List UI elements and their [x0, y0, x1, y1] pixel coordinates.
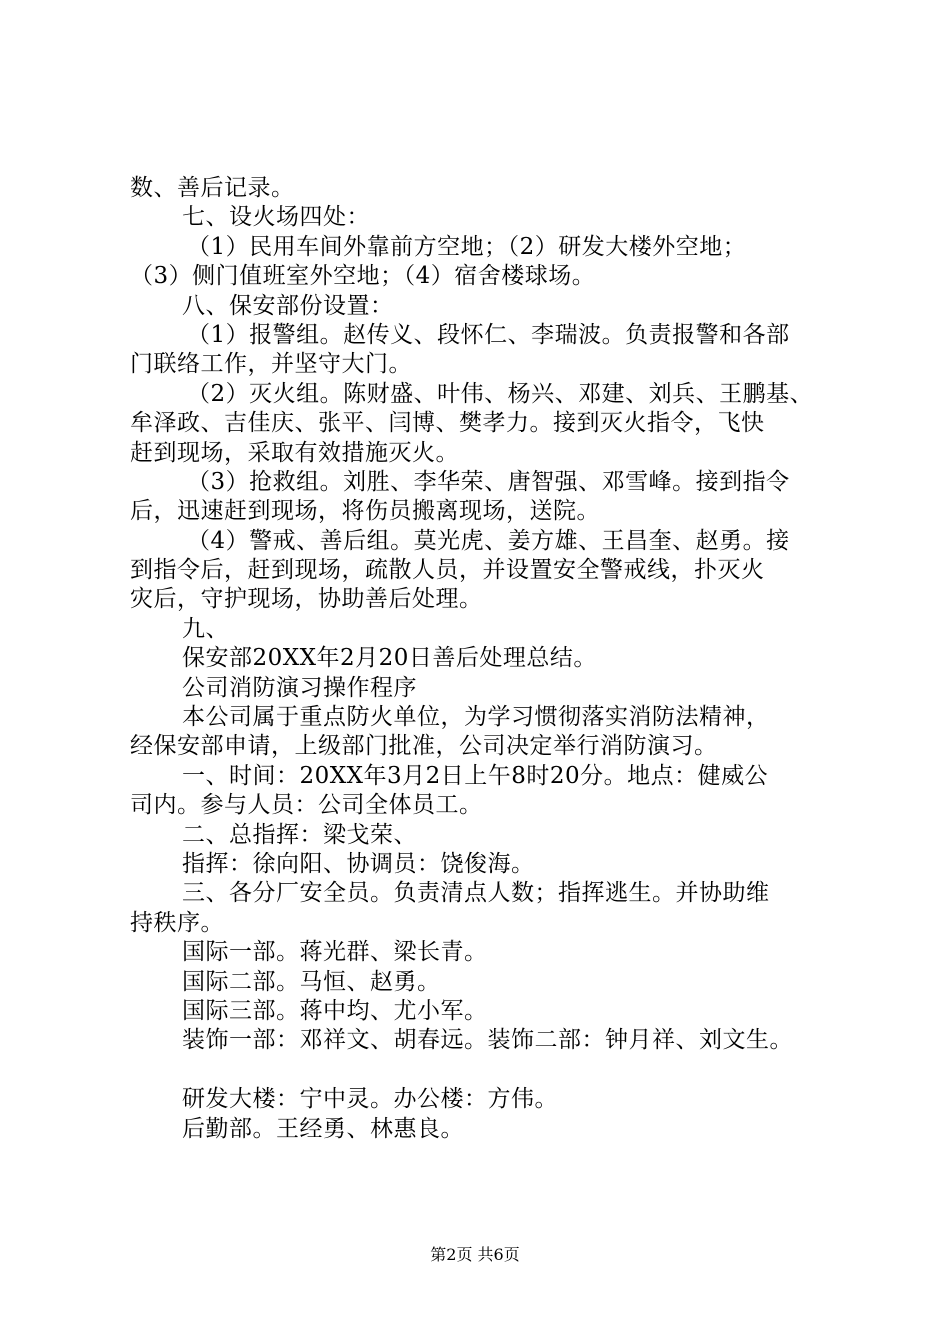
- text-line: 牟泽政、吉佳庆、张平、闫博、樊孝力。接到灭火指令，飞快: [130, 410, 765, 437]
- text-line: 公司消防演习操作程序: [182, 674, 417, 701]
- text-line: 经保安部申请，上级部门批准，公司决定举行消防演习。: [130, 733, 718, 760]
- text-line: 到指令后，赶到现场，疏散人员，并设置安全警戒线，扑灭火: [130, 557, 765, 584]
- text-line: （2）灭火组。陈财盛、叶伟、杨兴、邓建、刘兵、王鹏基、: [187, 380, 814, 407]
- text-line: 保安部20XX年2月20日善后处理总结。: [182, 645, 597, 672]
- text-line: 二、总指挥：梁戈荣、: [182, 821, 417, 848]
- blank-line: [130, 1056, 860, 1085]
- text-line: 后，迅速赶到现场，将伤员搬离现场，送院。: [130, 498, 600, 525]
- text-line: 指挥：徐向阳、协调员：饶俊海。: [182, 850, 535, 877]
- text-line: 七、设火场四处：: [182, 204, 370, 231]
- text-line: 门联络工作，并坚守大门。: [130, 351, 412, 378]
- text-line: 一、时间：20XX年3月2日上午8时20分。地点：健威公: [182, 762, 769, 789]
- text-line: 赶到现场，采取有效措施灭火。: [130, 439, 459, 466]
- text-line: 本公司属于重点防火单位，为学习惯彻落实消防法精神，: [182, 704, 770, 731]
- text-line: 国际二部。马恒、赵勇。: [182, 968, 441, 995]
- text-line: （4）警戒、善后组。莫光虎、姜方雄、王昌奎、赵勇。接: [187, 527, 790, 554]
- document-body: [130, 174, 860, 1144]
- text-line: （3）侧门值班室外空地；（4）宿舍楼球场。: [130, 263, 596, 290]
- text-line: 三、各分厂安全员。负责清点人数；指挥逃生。并协助维: [182, 880, 770, 907]
- text-line: 国际三部。蒋中均、尤小军。: [182, 997, 488, 1024]
- text-line: 九、: [182, 615, 229, 642]
- text-line: 后勤部。王经勇、林惠良。: [182, 1115, 464, 1142]
- text-line: （3）抢救组。刘胜、李华荣、唐智强、邓雪峰。接到指令: [187, 468, 790, 495]
- text-line: （1）报警组。赵传义、段怀仁、李瑞波。负责报警和各部: [187, 321, 790, 348]
- text-line: 持秩序。: [130, 909, 224, 936]
- text-line: 国际一部。蒋光群、梁长青。: [182, 939, 488, 966]
- text-line: 司内。参与人员：公司全体员工。: [130, 792, 483, 819]
- text-line: 研发大楼：宁中灵。办公楼：方伟。: [182, 1086, 558, 1113]
- text-line: 数、善后记录。: [130, 175, 295, 201]
- text-line: 装饰一部：邓祥文、胡春远。装饰二部：钟月祥、刘文生。: [182, 1027, 793, 1054]
- text-line: （1）民用车间外靠前方空地；（2）研发大楼外空地；: [187, 233, 747, 260]
- text-line: 八、保安部份设置：: [182, 292, 394, 319]
- text-line: 灾后，守护现场，协助善后处理。: [130, 586, 483, 613]
- page-footer: 第2页 共6页: [430, 1245, 520, 1264]
